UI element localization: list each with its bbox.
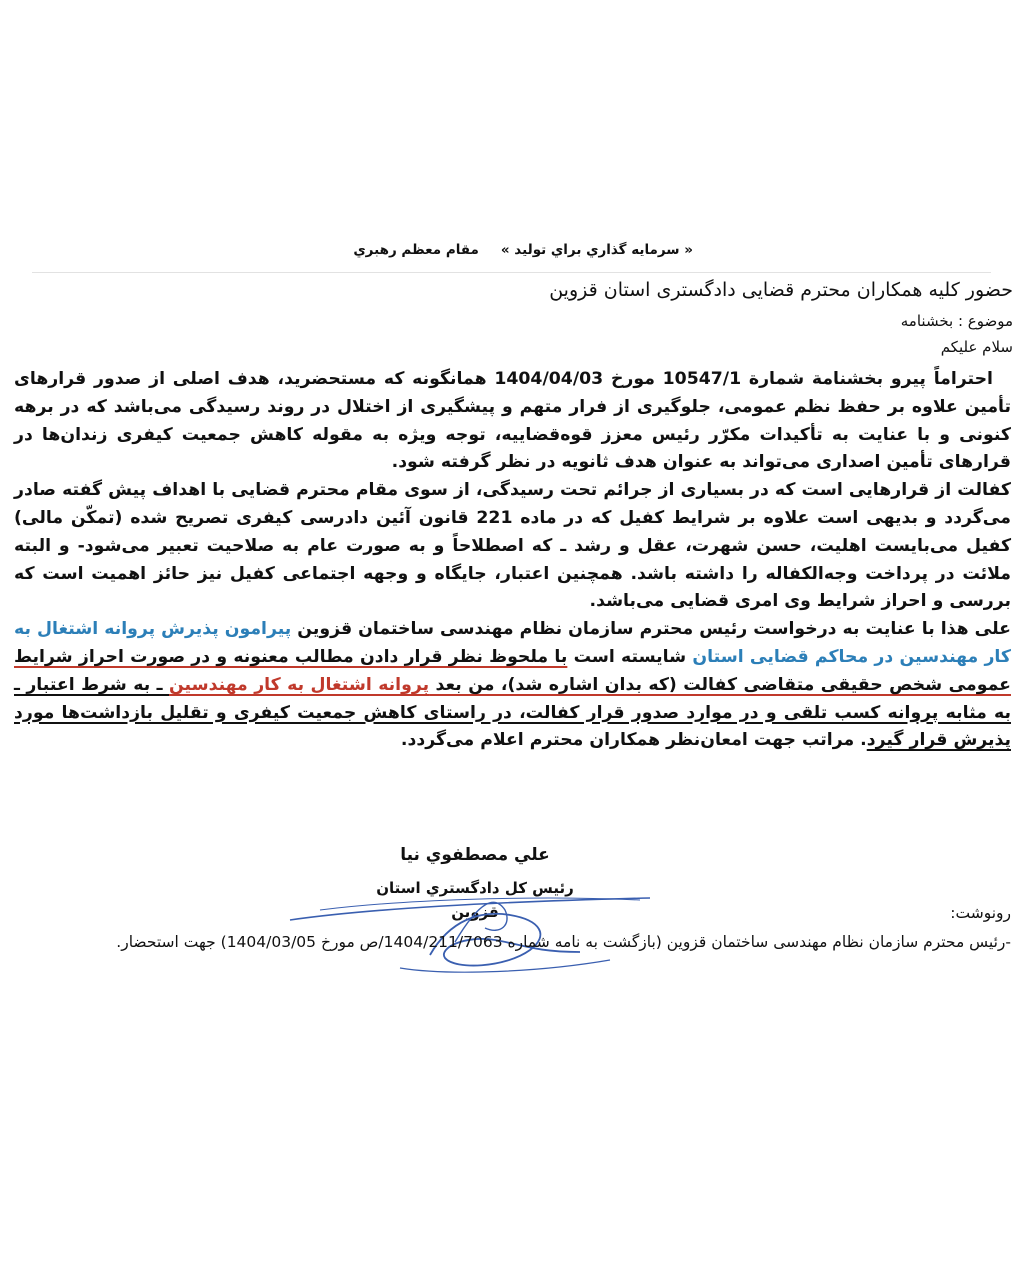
body-p3-mid: شايسته است (567, 646, 693, 667)
subject-line: موضوع : بخشنامه (900, 312, 1013, 330)
slogan: « سرمايه گذاري براي توليد » (500, 242, 693, 258)
highlighted-license-red: پروانه اشتغال به كار مهندسين (169, 674, 430, 695)
underlined-directive-1: با ملحوظ نظر قرار دادن مطالب معنونه و در صورت احراز شرايط عمومی شخص حقيقی متقاضی كفالت (كه بدان اشاره شد)، من بعد (14, 646, 1011, 695)
body-paragraph-1: احتراماً پيرو بخشنامة شمارة 10547/1 مورخ 1404/04/03 همانگونه كه مستحضريد، هدف اصلی از صدور قرارهای تأمين علاوه بر حفظ نظم عمومی، جلوگيری از فرار متهم و پيشگيری از اختلال در روند رسيدگی می‌باشد كه در برهه كنونی و با عنايت به تأكيدات مكرّر رئيس معزز قوه‌قضاييه، توجه ويژه به مقوله كاهش جمعيت كيفری زندان‌ها در قرارهای تأمين اصداری می‌تواند به عنوان هدف ثانويه در نظر گرفته شود. (14, 369, 1011, 473)
carbon-copy-section (14, 900, 1011, 956)
signer-title: رئيس كل دادگستري استان قزوين (376, 879, 574, 921)
cc-body: -رئيس محترم سازمان نظام مهندسی ساختمان قزوين (بازگشت به نامه شماره 1404/211/7063/ص مورخ 1404/03/05) جهت استحضار. (116, 933, 1011, 951)
letter-body (14, 366, 1011, 755)
body-p3-closing: . مراتب جهت امعان‌نظر همكاران محترم اعلام می‌گردد. (400, 730, 867, 751)
addressee-line: حضور كليه همكاران محترم قضايی دادگستری استان قزوين (549, 279, 1013, 301)
body-paragraph-3 (14, 616, 1011, 755)
header-divider (32, 272, 991, 273)
document-header (293, 242, 693, 258)
body-paragraph-2: كفالت از قرارهايی است كه در بسياری از جرائم تحت رسيدگی، از سوی مقام محترم قضايی با اهداف پيش گفته صادر می‌گردد و بديهی است علاوه بر شرايط كفيل كه در ماده 221 قانون آئين دادرسی كيفری تصريح شده (تمكّن مالی) كفيل می‌بايست اهليت، حسن شهرت، عقل و رشد ـ كه اصطلاحاً و به صورت عام به صلاحيت تعبير می‌شود- و البته ملائت در پرداخت وجه‌الكفاله را داشته باشد. همچنين اعتبار، جايگاه و وجهه اجتماعی كفيل نيز حائز اهميت است كه بررسی و احراز شرايط وی امری قضايی می‌باشد. (14, 480, 1011, 612)
signer-name: علي مصطفوي نيا (400, 845, 550, 865)
body-p3-intro: علی هذا با عنايت به درخواست رئيس محترم سازمان نظام مهندسی ساختمان قزوين (291, 619, 1011, 640)
highlighted-topic-blue: پيرامون پذيرش پروانه اشتغال به كار مهندسين در محاكم قضايی استان (14, 619, 1011, 667)
slogan-author: مقام معظم رهبري (353, 242, 479, 258)
greeting: سلام عليكم (940, 338, 1013, 356)
cc-title: رونوشت: (950, 904, 1011, 922)
underlined-directive-2: ـ به شرط اعتبار ـ به مثابه پروانه كسب تلقی و در موارد صدور قرار كفالت، در راستای كاهش جمعيت كيفری و تقليل بازداشت‌ها مورد پذيرش قرار گيرد (14, 674, 1011, 751)
